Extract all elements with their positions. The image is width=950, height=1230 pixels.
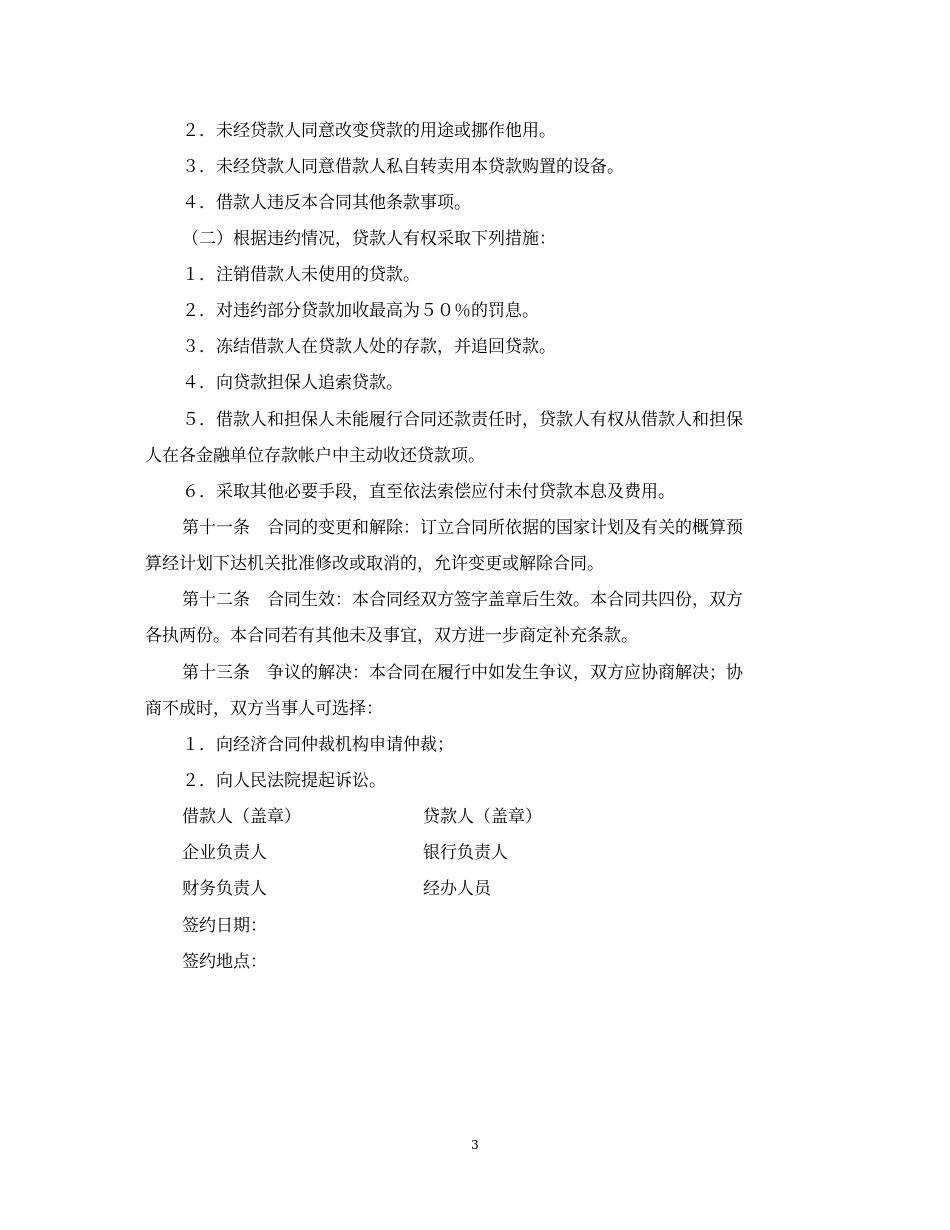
clause-paragraph: ４．借款人违反本合同其他条款事项。 [182,193,471,213]
clause-paragraph: ２．对违约部分贷款加收最高为５０％的罚息。 [182,301,539,321]
handler-label: 经办人员 [423,879,491,899]
clause-paragraph: ２．向人民法院提起诉讼。 [182,771,386,791]
finance-head-label: 财务负责人 [182,879,267,899]
clause-paragraph-continued: 人在各金融单位存款帐户中主动收还贷款项。 [145,446,485,466]
clause-paragraph: ２．未经贷款人同意改变贷款的用途或挪作他用。 [182,121,556,141]
page-number: 3 [471,1138,479,1152]
lender-seal-label: 贷款人（盖章） [423,807,542,827]
article-12-continued: 各执两份。本合同若有其他未及事宜，双方进一步商定补充条款。 [145,626,638,646]
article-12: 第十二条 合同生效：本合同经双方签字盖章后生效。本合同共四份，双方 [182,590,743,610]
sign-date-label: 签约日期： [182,916,267,936]
clause-paragraph: ４．向贷款担保人追索贷款。 [182,373,403,393]
clause-paragraph: １．向经济合同仲裁机构申请仲裁； [182,735,454,755]
clause-paragraph: ５．借款人和担保人未能履行合同还款责任时，贷款人有权从借款人和担保 [182,410,743,430]
sign-place-label: 签约地点： [182,952,267,972]
article-13-continued: 商不成时，双方当事人可选择： [145,699,383,719]
article-11: 第十一条 合同的变更和解除：订立合同所依据的国家计划及有关的概算预 [182,518,743,538]
enterprise-head-label: 企业负责人 [182,843,267,863]
article-13: 第十三条 争议的解决：本合同在履行中如发生争议，双方应协商解决；协 [182,663,743,683]
borrower-seal-label: 借款人（盖章） [182,807,301,827]
clause-paragraph: ６．采取其他必要手段，直至依法索偿应付未付贷款本息及费用。 [182,482,675,502]
clause-paragraph: ３．冻结借款人在贷款人处的存款，并追回贷款。 [182,337,556,357]
clause-heading: （二）根据违约情况，贷款人有权采取下列措施： [182,229,556,249]
bank-head-label: 银行负责人 [423,843,508,863]
clause-paragraph: １．注销借款人未使用的贷款。 [182,265,420,285]
article-11-continued: 算经计划下达机关批准修改或取消的，允许变更或解除合同。 [145,554,604,574]
clause-paragraph: ３．未经贷款人同意借款人私自转卖用本贷款购置的设备。 [182,157,624,177]
